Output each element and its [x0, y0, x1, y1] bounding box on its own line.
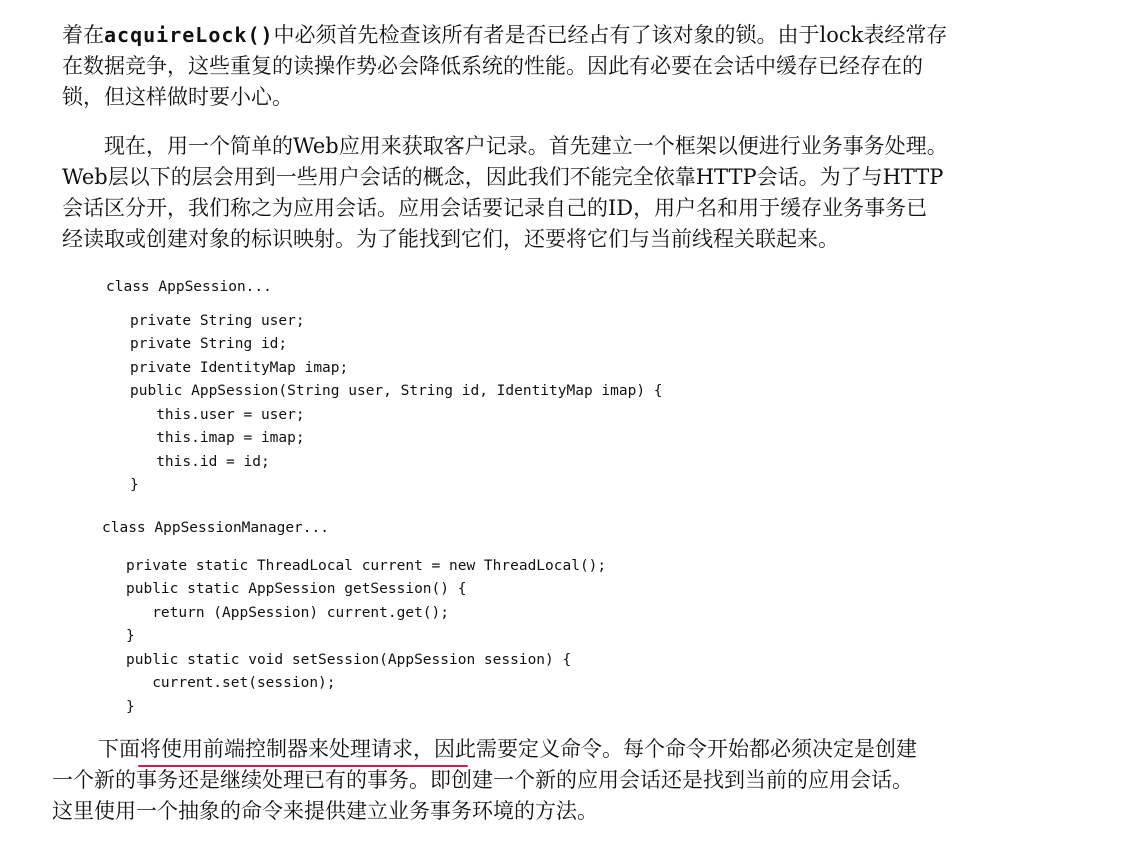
code-line: private IdentityMap imap; [130, 359, 349, 376]
code-line: private String id; [130, 336, 288, 352]
paragraph-app-session [62, 131, 1102, 255]
text-line: 在数据竞争，这些重复的读操作势必会降低系统的性能。因此有必要在会话中缓存已经存在的 [62, 54, 923, 78]
text-line: 现在，用一个简单的Web应用来获取客户记录。首先建立一个框架以便进行业务事务处理。 [104, 134, 948, 158]
text-line: 经读取或创建对象的标识映射。为了能找到它们，还要将它们与当前线程关联起来。 [62, 227, 839, 251]
code-line: } [126, 628, 135, 644]
text-line: 这里使用一个抽象的命令来提供建立业务事务环境的方法。 [52, 799, 598, 823]
text-line: 一个新的事务还是继续处理已有的事务。即创建一个新的应用会话还是找到当前的应用会话。 [52, 768, 913, 792]
text-line: 下面将使用前端控制器来处理请求，因此需要定义命令。每个命令开始都必须决定是创建 [98, 737, 917, 761]
code-block-appsession [106, 276, 663, 498]
text-line: 会话区分开，我们称之为应用会话。应用会话要记录自己的ID，用户名和用于缓存业务事务已 [62, 196, 928, 220]
code-line: public AppSession(String user, String id, IdentityMap imap) { [130, 383, 663, 399]
code-class-header: class AppSessionManager... [102, 520, 329, 536]
code-line: current.set(session); [126, 675, 336, 691]
code-block-appsessionmanager [102, 517, 606, 719]
code-line: } [126, 698, 135, 715]
code-line: public static AppSession getSession() { [126, 581, 467, 597]
code-line: public static void setSession(AppSession session) { [126, 651, 572, 668]
code-line: this.id = id; [130, 453, 270, 470]
paragraph-front-controller [52, 734, 1102, 827]
code-line: this.imap = imap; [130, 430, 305, 446]
text-line: 着在acquireLock()中必须首先检查该所有者是否已经占有了该对象的锁。由于lock表经常存 [62, 23, 948, 47]
paragraph-lock-cache [62, 20, 1102, 113]
code-class-header: class AppSession... [106, 279, 272, 295]
code-line: return (AppSession) current.get(); [126, 604, 450, 621]
code-body [102, 555, 606, 720]
code-line: private String user; [130, 312, 305, 329]
highlight-underline [138, 765, 468, 767]
text-line: 锁，但这样做时要小心。 [62, 85, 293, 109]
text-line: Web层以下的层会用到一些用户会话的概念，因此我们不能完全依靠HTTP会话。为了与HTTP [62, 165, 944, 189]
code-line: } [130, 477, 139, 493]
code-line: private static ThreadLocal current = new ThreadLocal(); [126, 557, 607, 574]
inline-code-acquirelock: acquireLock() [104, 23, 274, 47]
code-line: this.user = user; [130, 406, 305, 423]
code-body [106, 310, 663, 498]
